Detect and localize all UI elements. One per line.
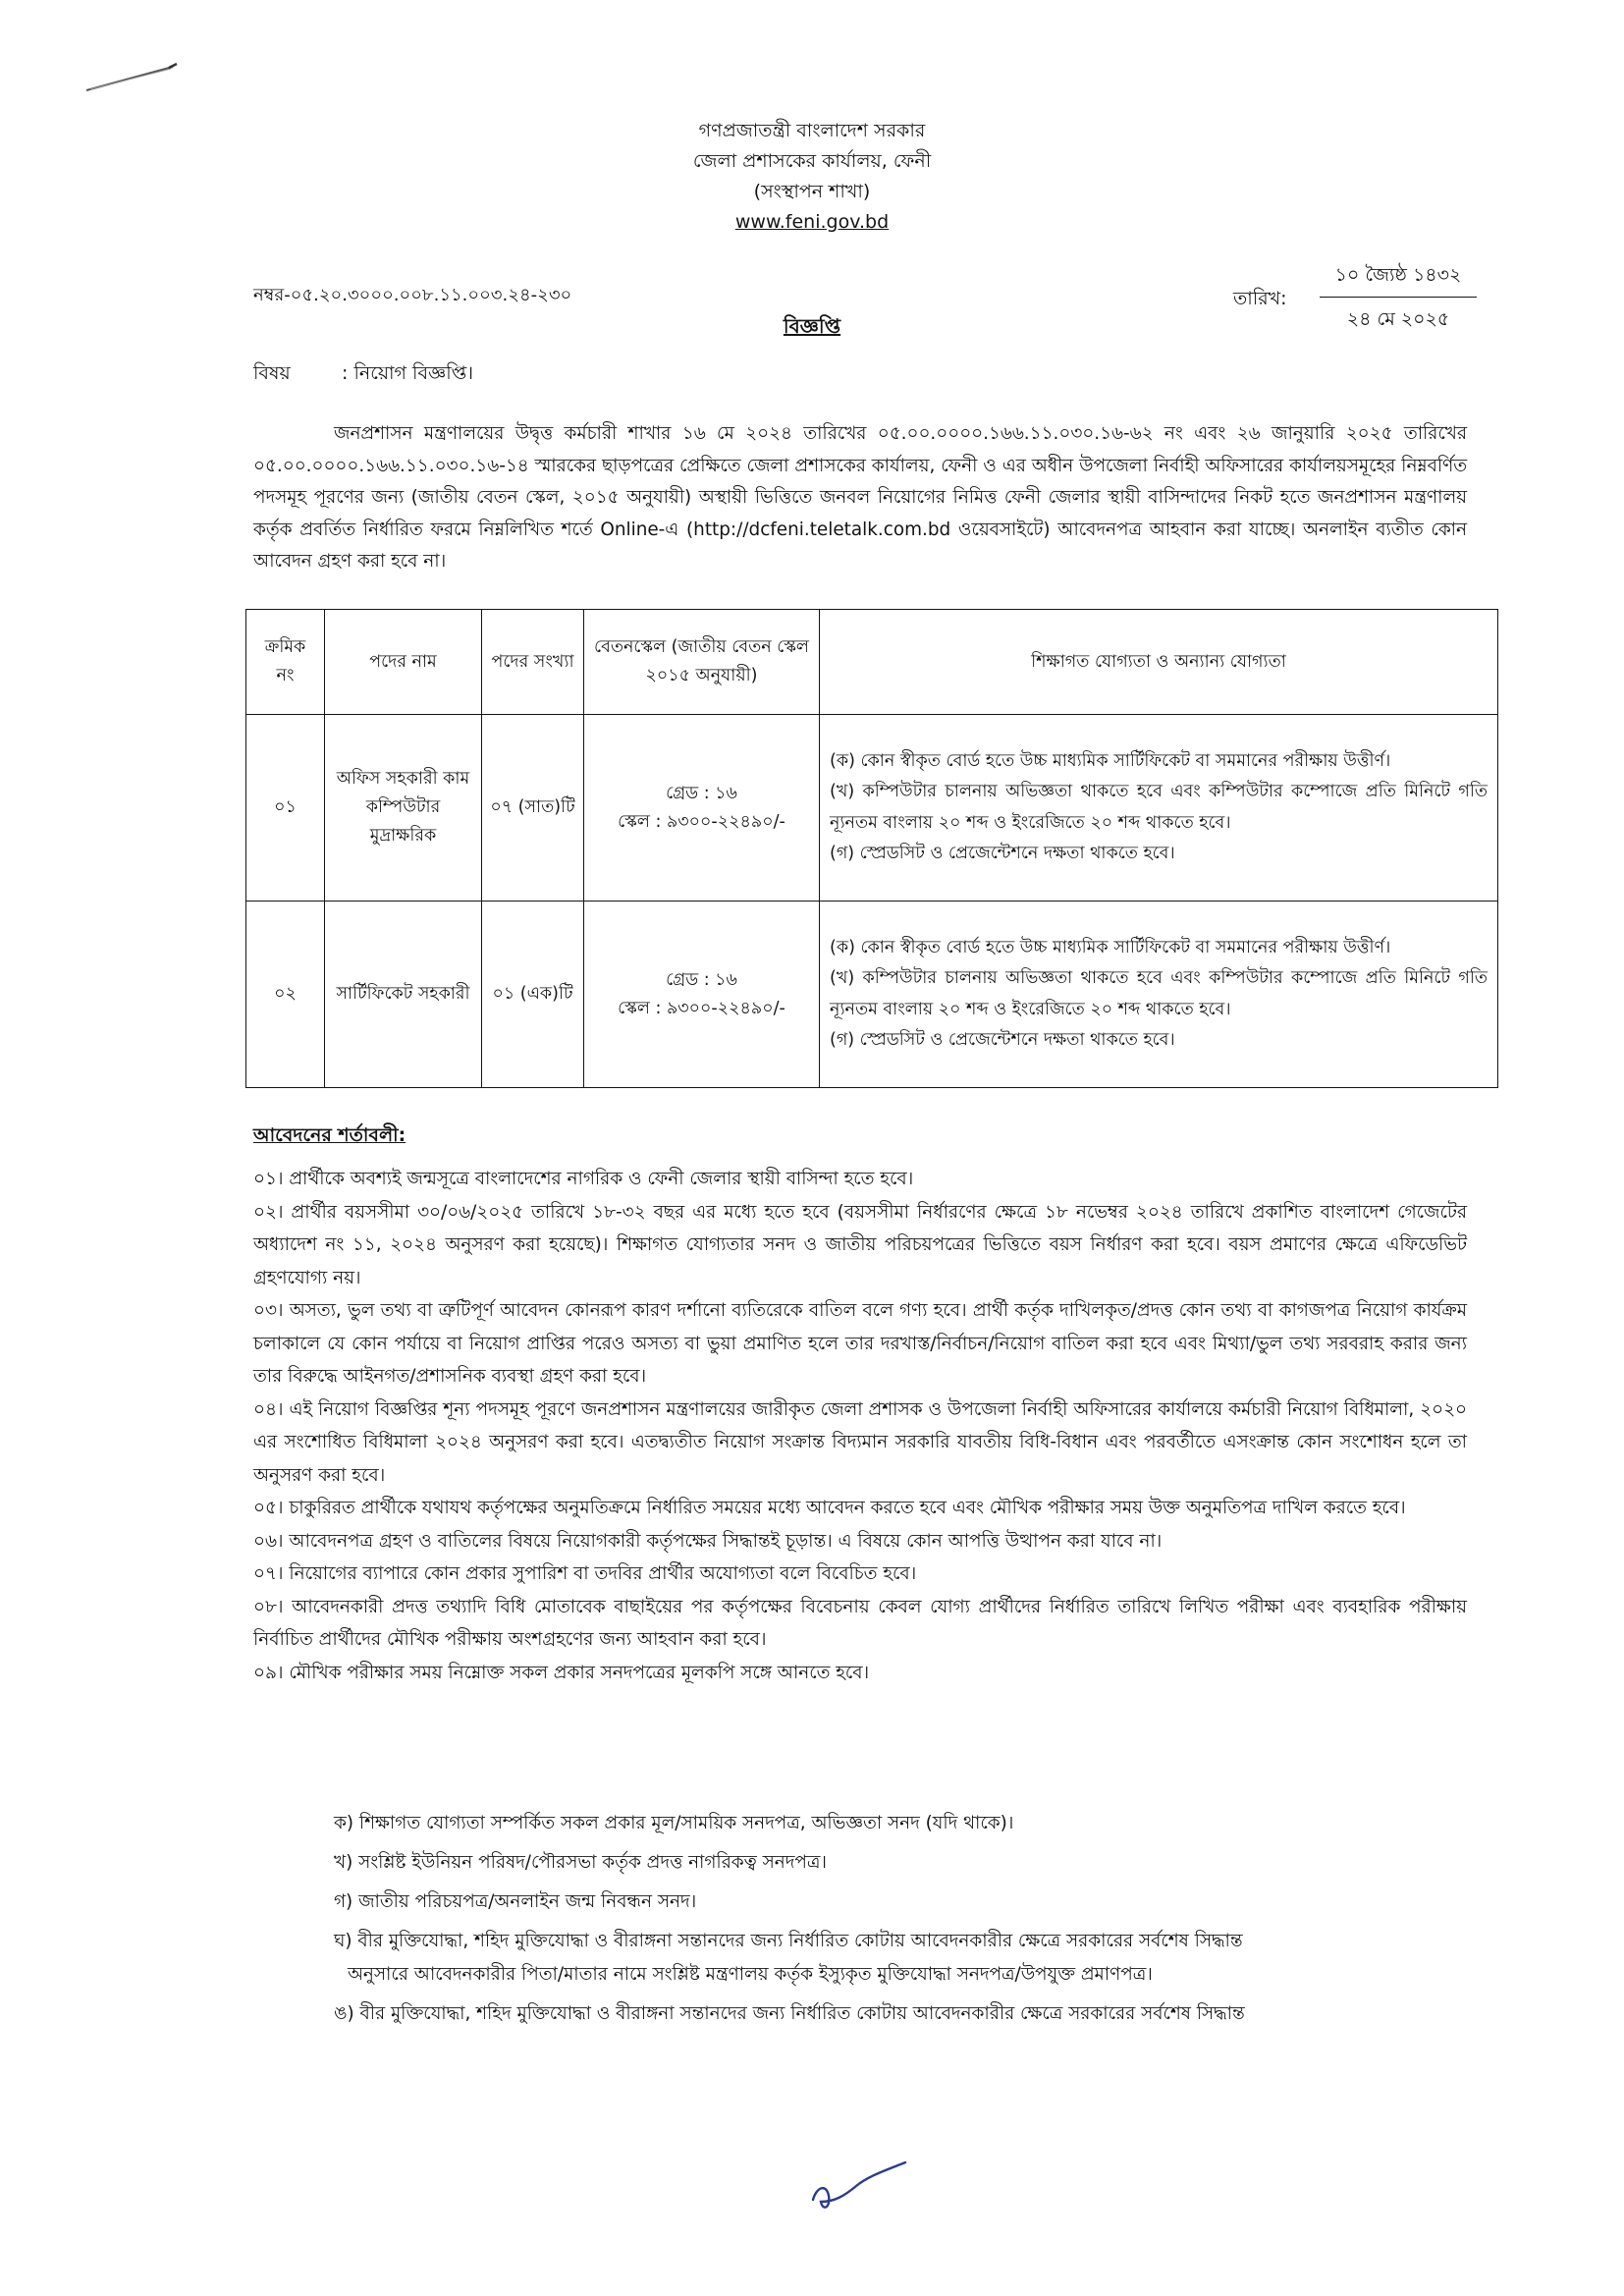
header-pay-scale: বেতনস্কেল (জাতীয় বেতন স্কেল ২০১৫ অনুযায়ী) [584, 610, 820, 715]
row-post-name: অফিস সহকারী কাম কম্পিউটার মুদ্রাক্ষরিক [325, 715, 482, 902]
conditions-heading: আবেদনের শর্তাবলী: [253, 1124, 406, 1146]
condition-item: ০৩। অসত্য, ভুল তথ্য বা ত্রুটিপূর্ণ আবেদন কোনরূপ কারণ দর্শানো ব্যতিরেকে বাতিল বলে গণ্য হবে। প্রার্থী কর্তৃক দাখিলকৃত/প্রদত্ত কোন তথ্য বা কাগজপত্র নিয়োগ কার্যক্রম চলাকালে যে কোন পর্যায়ে বা নিয়োগ প্রাপ্তির পরেও অসত্য বা ভুয়া প্রমাণিত হলে তার দরখাস্ত/নির্বাচন/নিয়োগ বাতিল করা হবে এবং মিথ্যা/ভুল তথ্য সরবরাহ করার জন্য তার বিরুদ্ধে আইনগত/প্রশাসনিক ব্যবস্থা গ্রহণ করা হবে। [253, 1300, 1467, 1387]
header-serial: ক্রমিক নং [246, 610, 325, 715]
row-qualifications [820, 715, 1498, 902]
conditions-list [253, 1163, 1467, 1689]
condition-item: ০১। প্রার্থীকে অবশ্যই জন্মসূত্রে বাংলাদেশের নাগরিক ও ফেনী জেলার স্থায়ী বাসিন্দা হতে হবে। [253, 1169, 914, 1189]
section-name: (সংস্থাপন শাখা) [753, 181, 871, 202]
condition-item: ০৪। এই নিয়োগ বিজ্ঞপ্তির শূন্য পদসমূহ পূরণে জনপ্রশাসন মন্ত্রণালয়ের জারীকৃত জেলা প্রশাসক ও উপজেলা নির্বাহী অফিসারের কার্যালয়ে কর্মচারী নিয়োগ বিধিমালা, ২০২০ এর সংশোধিত বিধিমালা ২০২৪ অনুসরণ করা হবে। এতদ্ব্যতীত নিয়োগ সংক্রান্ত বিদ্যমান সরকারি যাবতীয় বিধি-বিধান এবং পরবর্তীতে এসংক্রান্ত কোন সংশোধন হলে তা অনুসরণ করা হবে। [253, 1398, 1467, 1486]
checklist-item-continued: অনুসারে আবেদনকারীর পিতা/মাতার নামে সংশ্লিষ্ট মন্ত্রণালয় কর্তৃক ইস্যুকৃত মুক্তিযোদ্ধা সনদপত্র/উপযুক্ত প্রমাণপত্র। [348, 1964, 1153, 1985]
memo-number: নম্বর-০৫.২০.৩০০০.০০৮.১১.০০৩.২৪-২৩০ [253, 285, 572, 305]
date-bangla: ১০ জ্যৈষ্ঠ ১৪৩২ [1320, 261, 1477, 298]
subject-text: : নিয়োগ বিজ্ঞপ্তি। [342, 362, 474, 384]
qualification-item: (খ) কম্পিউটার চালনায় অভিজ্ঞতা থাকতে হবে এবং কম্পিউটার কম্পোজে প্রতি মিনিটে গতি ন্যূনতম বাংলায় ২০ শব্দ ও ইংরেজিতে ২০ শব্দ থাকতে হবে। [830, 968, 1488, 1019]
row-scale: স্কেল : ৯৩০০-২২৪৯০/- [618, 998, 785, 1018]
header-qualification: শিক্ষাগত যোগ্যতা ও অন্যান্য যোগ্যতা [820, 610, 1498, 715]
condition-item: ০৯। মৌখিক পরীক্ষার সময় নিম্নোক্ত সকল প্রকার সনদপত্রের মূলকপি সঙ্গে আনতে হবে। [253, 1662, 870, 1683]
row-grade: গ্রেড : ১৬ [666, 969, 737, 990]
header-post-count: পদের সংখ্যা [482, 610, 584, 715]
date-english: ২৪ মে ২০২৫ [1346, 308, 1450, 330]
posts-table [245, 609, 1498, 1088]
checklist-item: খ) সংশ্লিষ্ট ইউনিয়ন পরিষদ/পৌরসভা কর্তৃক প্রদত্ত নাগরিকত্ব সনদপত্র। [334, 1852, 827, 1873]
condition-item: ০৭। নিয়োগের ব্যাপারে কোন প্রকার সুপারিশ বা তদবির প্রার্থীর অযোগ্যতা বলে বিবেচিত হবে। [253, 1563, 917, 1584]
row-pay-scale [584, 902, 820, 1088]
header-post-name: পদের নাম [325, 610, 482, 715]
qualification-item: (গ) স্প্রেডসিট ও প্রেজেন্টেশনে দক্ষতা থাকতে হবে। [830, 844, 1175, 863]
notice-title: বিজ্ঞপ্তি [783, 314, 841, 338]
table-row [246, 715, 1498, 902]
row-grade: গ্রেড : ১৬ [666, 783, 737, 803]
row-serial: ০১ [246, 715, 325, 902]
row-pay-scale [584, 715, 820, 902]
checklist-item: ঘ) বীর মুক্তিযোদ্ধা, শহিদ মুক্তিযোদ্ধা ও বীরাঙ্গনা সন্তানদের জন্য নির্ধারিত কোটায় আবেদনকারীর ক্ষেত্রে সরকারের সর্বশেষ সিদ্ধান্ত [334, 1931, 1243, 1951]
letterhead [0, 116, 1624, 238]
checklist-item: ক) শিক্ষাগত যোগ্যতা সম্পর্কিত সকল প্রকার মূল/সাময়িক সনদপত্র, অভিজ্ঞতা সনদ (যদি থাকে)। [334, 1813, 1014, 1833]
row-serial: ০২ [246, 902, 325, 1088]
condition-item: ০৮। আবেদনকারী প্রদত্ত তথ্যাদি বিধি মোতাবেক বাছাইয়ের পর কর্তৃপক্ষের বিবেচনায় কেবল যোগ্য প্রার্থীদের নির্ধারিত তারিখে লিখিত পরীক্ষা এবং ব্যবহারিক পরীক্ষায় নির্বাচিত প্রার্থীদের মৌখিক পরীক্ষায় অংশগ্রহণের জন্য আহবান করা হবে। [253, 1596, 1467, 1650]
table-row [246, 902, 1498, 1088]
row-post-name: সার্টিফিকেট সহকারী [325, 902, 482, 1088]
qualification-item: (ক) কোন স্বীকৃত বোর্ড হতে উচ্চ মাধ্যমিক সার্টিফিকেট বা সমমানের পরীক্ষায় উত্তীর্ণ। [830, 750, 1391, 771]
qualification-item: (খ) কম্পিউটার চালনায় অভিজ্ঞতা থাকতে হবে এবং কম্পিউটার কম্পোজে প্রতি মিনিটে গতি ন্যূনতম বাংলায় ২০ শব্দ ও ইংরেজিতে ২০ শব্দ থাকতে হবে। [830, 782, 1488, 833]
subject-line [253, 359, 473, 391]
checklist-item: গ) জাতীয় পরিচয়পত্র/অনলাইন জন্ম নিবন্ধন সনদ। [334, 1891, 697, 1912]
table-header-row [246, 610, 1498, 715]
website-link[interactable]: www.feni.gov.bd [734, 211, 890, 233]
date-label: তারিখ: [1233, 288, 1287, 309]
condition-item: ০৬। আবেদনপত্র গ্রহণ ও বাতিলের বিষয়ে নিয়োগকারী কর্তৃপক্ষের সিদ্ধান্তই চূড়ান্ত। এ বিষয়ে কোন আপত্তি উত্থাপন করা যাবে না। [253, 1530, 1163, 1552]
document-checklist [334, 1807, 1468, 2037]
checklist-item: ঙ) বীর মুক্তিযোদ্ধা, শহিদ মুক্তিযোদ্ধা ও বীরাঙ্গনা সন্তানদের জন্য নির্ধারিত কোটায় আবেদনকারীর ক্ষেত্রে সরকারের সর্বশেষ সিদ্ধান্ত [334, 2003, 1245, 2024]
row-post-count: ০১ (এক)টি [482, 902, 584, 1088]
qualification-item: (গ) স্প্রেডসিট ও প্রেজেন্টেশনে দক্ষতা থাকতে হবে। [830, 1030, 1175, 1050]
row-qualifications [820, 902, 1498, 1088]
intro-paragraph: জনপ্রশাসন মন্ত্রণালয়ের উদ্বৃত্ত কর্মচারী শাখার ১৬ মে ২০২৪ তারিখের ০৫.০০.০০০০.১৬৬.১১.০৩০.১৬-৬২ নং এবং ২৬ জানুয়ারি ২০২৫ তারিখের ০৫.০০.০০০০.১৬৬.১১.০৩০.১৬-১৪ স্মারকের ছাড়পত্রের প্রেক্ষিতে জেলা প্রশাসকের কার্যালয়, ফেনী ও এর অধীন উপজেলা নির্বাহী অফিসারের কার্যালয়সমূহের নিম্নবর্ণিত পদসমূহ পূরণের জন্য (জাতীয় বেতন স্কেল, ২০১৫ অনুযায়ী) অস্থায়ী ভিত্তিতে জনবল নিয়োগের নিমিত্ত ফেনী জেলার স্থায়ী বাসিন্দাদের নিকট হতে জনপ্রশাসন মন্ত্রণালয় কর্তৃক প্রবর্তিত নির্ধারিত ফরমে নিম্নলিখিত শর্তে Online-এ (http://dcfeni.teletalk.com.bd ওয়েবসাইটে) আবেদনপত্র আহবান করা যাচ্ছে। অনলাইন ব্যতীত কোন আবেদন গ্রহণ করা হবে না। [253, 423, 1467, 572]
subject-label: বিষয় [253, 362, 291, 384]
pen-mark [82, 61, 181, 94]
row-post-count: ০৭ (সাত)টি [482, 715, 584, 902]
row-scale: স্কেল : ৯৩০০-২২৪৯০/- [618, 811, 785, 832]
office-name: জেলা প্রশাসকের কার্যালয়, ফেনী [692, 150, 932, 172]
condition-item: ০২। প্রার্থীর বয়সসীমা ৩০/০৬/২০২৫ তারিখে ১৮-৩২ বছর এর মধ্যে হতে হবে (বয়সসীমা নির্ধারণের ক্ষেত্রে ১৮ নভেম্বর ২০২৪ তারিখে প্রকাশিত বাংলাদেশ গেজেটের অধ্যাদেশ নং ১১, ২০২৪ অনুসরণ করা হয়েছে)। শিক্ষাগত যোগ্যতার সনদ ও জাতীয় পরিচয়পত্রের ভিত্তিতে বয়স নির্ধারণ করা হবে। বয়স প্রমাণের ক্ষেত্রে এফিডেভিট গ্রহণযোগ্য নয়। [253, 1201, 1467, 1288]
government-name: গণপ্রজাতন্ত্রী বাংলাদেশ সরকার [698, 120, 926, 141]
qualification-item: (ক) কোন স্বীকৃত বোর্ড হতে উচ্চ মাধ্যমিক সার্টিফিকেট বা সমমানের পরীক্ষায় উত্তীর্ণ। [830, 937, 1391, 957]
signature-mark [805, 2157, 913, 2215]
condition-item: ০৫। চাকুরিরত প্রার্থীকে যথাযথ কর্তৃপক্ষের অনুমতিক্রমে নির্ধারিত সময়ের মধ্যে আবেদন করতে হবে এবং মৌখিক পরীক্ষার সময় উক্ত অনুমতিপত্র দাখিল করতে হবে। [253, 1498, 1406, 1518]
